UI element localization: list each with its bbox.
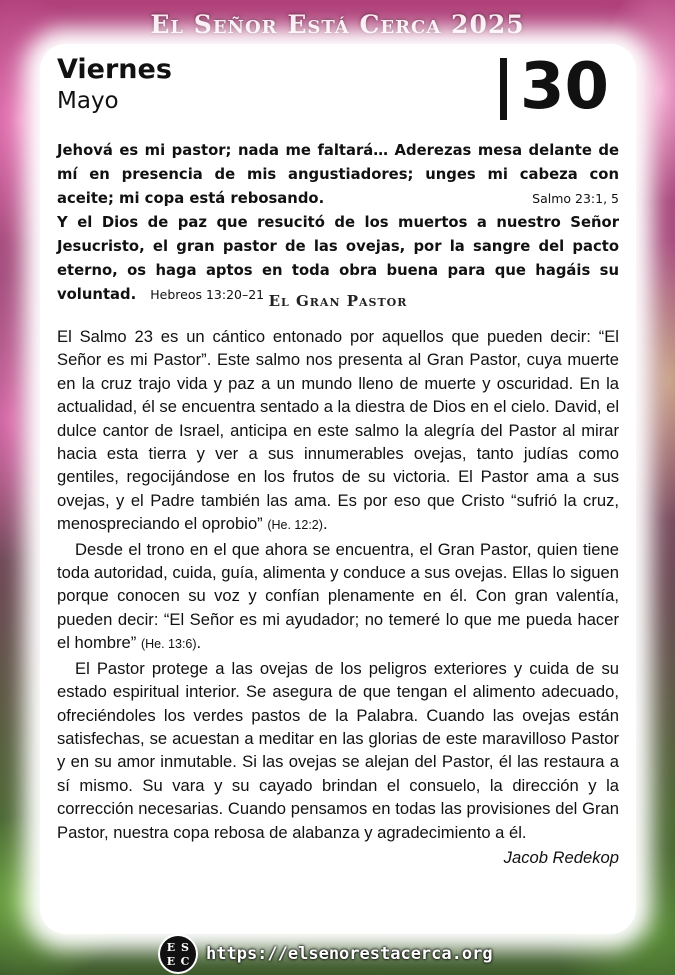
day-number: 30 [520,50,610,124]
verse-text: Jehová es mi pastor; nada me faltará… Aderezas mesa delante de mí en presencia de mis angustiadores; unges mi cabeza con aceite; mi copa está rebosando. [57,142,619,207]
paragraph: El Salmo 23 es un cántico entonado por aquellos que pueden decir: “El Señor es mi Pastor”. Este salmo nos presenta al Gran Pastor, cuya muerte en la cruz trajo vida y paz a un mundo lleno de muerte y oscuridad. En la actualidad, él se encuentra sentado a la diestra de Dios en el cielo. David, el dulce cantor de Israel, anticipa en este salmo la alegría del Pastor al mirar hacia esta tierra y ver a sus innumerables ovejas, tanto judías como gentiles, regocijándose en los frutos de su victoria. El Pastor ama a sus ovejas, y el Padre también las ama. Es por eso que Cristo “sufrió la cruz, menospreciando el oprobio” (He. 12:2). [57,327,619,534]
bible-citation: (He. 12:2) [267,518,323,533]
article-title: El Gran Pastor [268,292,408,310]
date-divider [500,58,507,120]
weekday: Viernes [57,54,172,85]
paragraph: El Pastor protege a las ovejas de los peligros exteriores y cuida de su estado espiritual interior. Se asegura de que tengan el alimento adecuado, ofreciéndoles los verdes pastos de la Palabra. Cuando las ovejas están satisfechas, se acuestan a meditar en las glorias de este maravilloso Pastor y en su amor inmutable. Si las ovejas se alejan del Pastor, él las restaura a sí mismo. Su vara y su cayado brindan el consuelo, la dirección y la corrección necesarias. Cuando pensamos en todas las provisiones del Gran Pastor, nuestra copa rebosa de alabanza y agradecimiento a él. [57,658,619,842]
article-author: Jacob Redekop [503,848,619,867]
month: Mayo [57,88,119,114]
scripture-verses [57,139,619,307]
website-link[interactable]: https://elsenorestacerca.org [206,944,493,964]
verse-reference: Salmo 23:1, 5 [532,191,619,206]
paragraph: Desde el trono en el que ahora se encuentra, el Gran Pastor, quien tiene toda autoridad, cuida, guía, alimenta y conduce a sus ovejas. Ellas lo siguen porque conocen su voz y confían plenamente en él. Con gran valentía, pueden decir: “El Señor es mi ayudador; no temeré lo que me pueda hacer el hombre” (He. 13:6). [57,539,619,653]
page-banner: El Señor Está Cerca 2025 [150,10,525,39]
footer [160,936,493,972]
article-body [57,325,619,844]
verse-reference: Hebreos 13:20–21 [150,287,265,302]
esec-logo-icon: E S E C [160,936,196,972]
bible-citation: (He. 13:6) [140,637,197,652]
verse-text: Y el Dios de paz que resucitó de los muertos a nuestro Señor Jesucristo, el gran pastor de las ovejas, por la sangre del pacto eterno, os haga aptos en toda obra buena para que hagáis su voluntad. [57,214,619,303]
